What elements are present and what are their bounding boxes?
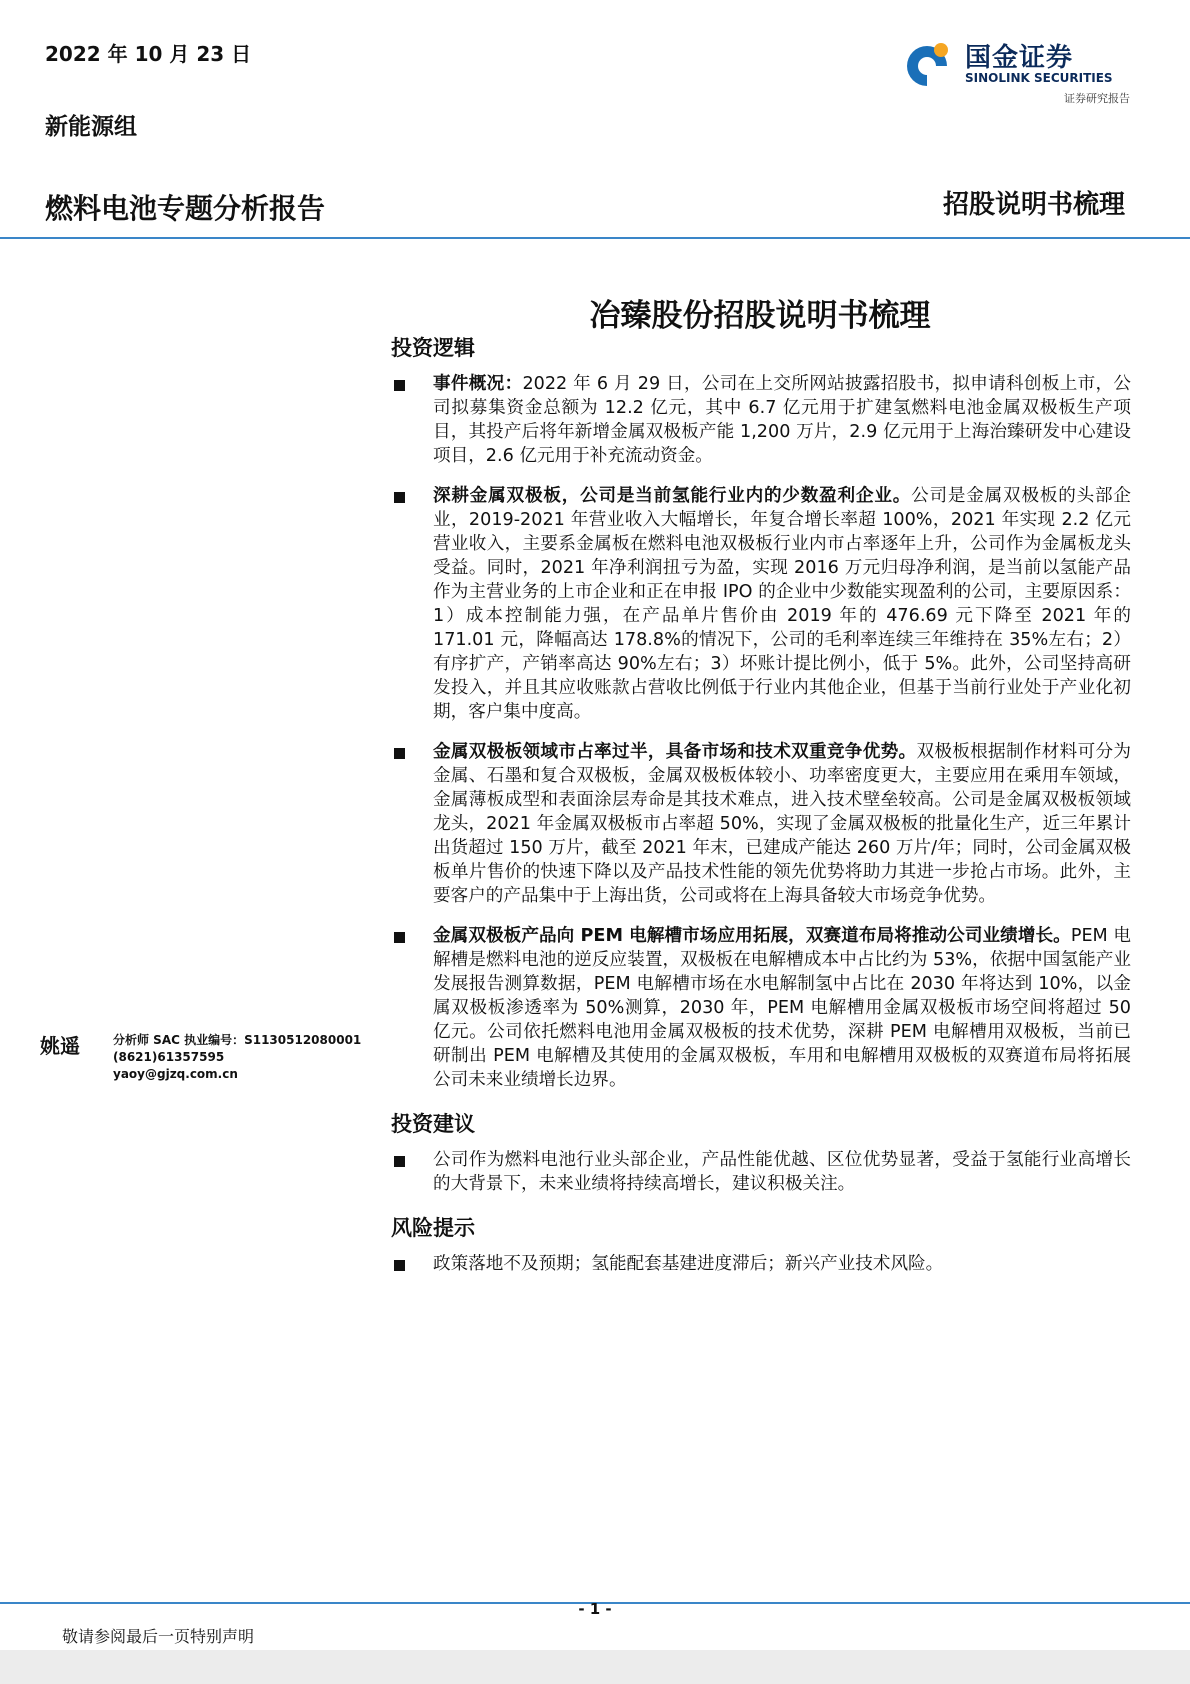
analyst-details — [113, 1032, 361, 1083]
analyst-phone: (8621)61357595 — [113, 1050, 225, 1064]
section-heading-advice: 投资建议 — [391, 1111, 475, 1136]
bullet-lead: 金属双极板产品向 PEM 电解槽市场应用拓展，双赛道布局将推动公司业绩增长。 — [433, 926, 1071, 946]
logo-english-name: SINOLINK SECURITIES — [965, 71, 1113, 85]
bullet-text: 公司作为燃料电池行业头部企业，产品性能优越、区位优势显著，受益于氢能行业高增长的大背景下，未来业绩将持续高增长，建议积极关注。 — [433, 1150, 1131, 1194]
report-subtitle: 招股说明书梳理 — [942, 190, 1125, 220]
header-divider — [0, 237, 1190, 239]
bullet-text: 政策落地不及预期；氢能配套基建进度滞后；新兴产业技术风险。 — [433, 1254, 944, 1274]
risk-bullet-list — [391, 1252, 1131, 1276]
page-number: - 1 - — [578, 1600, 612, 1618]
logic-bullet — [391, 372, 1131, 468]
document-title: 冶臻股份招股说明书梳理 — [589, 298, 931, 334]
logic-bullet — [391, 924, 1131, 1092]
bullet-square-icon — [394, 1156, 405, 1167]
bullet-square-icon — [394, 492, 405, 503]
research-group: 新能源组 — [45, 113, 137, 140]
bullet-square-icon — [394, 748, 405, 759]
analyst-name: 姚遥 — [40, 1034, 80, 1058]
disclaimer-note: 敬请参阅最后一页特别声明 — [62, 1627, 255, 1646]
bullet-text: 双极板根据制作材料可分为金属、石墨和复合双极板，金属双极板体较小、功率密度更大，主要应用在乘用车领域，金属薄板成型和表面涂层寿命是其技术难点，进入技术壁垒较高。公司是金属双极板领域龙头，2021 年金属双极板市占率超 50%，实现了金属双极板的批量化生产，近三年累计出货超过 150 万片，截至 2021 年末，已建成产能达 260 万片/年；同时，公司金属双极板单片售价的快速下降以及产品技术性能的领先优势将助力其进一步抢占市场。此外，主要客户的产品集中于上海出货，公司或将在上海具备较大市场竞争优势。 — [433, 742, 1131, 906]
bullet-text: PEM 电解槽是燃料电池的逆反应装置，双极板在电解槽成本中占比约为 53%，依据中国氢能产业发展报告测算数据，PEM 电解槽市场在水电解制氢中占比在 2030 年将达到 10%，以金属双极板渗透率为 50%测算，2030 年，PEM 电解槽用金属双极板市场空间将超过 50 亿元。公司依托燃料电池用金属双极板的技术优势，深耕 PEM 电解槽用双极板，当前已研制出 PEM 电解槽及其使用的金属双极板，车用和电解槽用双极板的双赛道布局将拓展公司未来业绩增长边界。 — [433, 926, 1131, 1090]
footer-band — [0, 1650, 1190, 1684]
bullet-text: 公司是金属双极板的头部企业，2019-2021 年营业收入大幅增长，年复合增长率超 100%，2021 年实现 2.2 亿元营业收入，主要系金属板在燃料电池双极板行业内市占率逐年上升，公司作为金属板龙头受益。同时，2021 年净利润扭亏为盈，实现 2016 万元归母净利润，是当前以氢能产品作为主营业务的上市企业和正在申报 IPO 的企业中少数能实现盈利的公司，主要原因系：1）成本控制能力强，在产品单片售价由 2019 年的 476.69 元下降至 2021 年的 171.01 元，降幅高达 178.8%的情况下，公司的毛利率连续三年维持在 35%左右；2）有序扩产，产销率高达 90%左右；3）坏账计提比例小，低于 5%。此外，公司坚持高研发投入，并且其应收账款占营收比例低于行业内其他企业，但基于当前行业处于产业化初期，客户集中度高。 — [433, 486, 1131, 722]
bullet-text: 2022 年 6 月 29 日，公司在上交所网站披露招股书，拟申请科创板上市，公司拟募集资金总额为 12.2 亿元，其中 6.7 亿元用于扩建氢燃料电池金属双极板生产项目，其投产后将年新增金属双极板产能 1,200 万片，2.9 亿元用于上海治臻研发中心建设项目，2.6 亿元用于补充流动资金。 — [433, 374, 1131, 466]
logic-bullet — [391, 740, 1131, 908]
logic-bullet — [391, 484, 1131, 724]
analyst-email[interactable]: yaoy@gjzq.com.cn — [113, 1067, 238, 1081]
risk-bullet — [391, 1252, 1131, 1276]
report-type: 燃料电池专题分析报告 — [45, 192, 326, 225]
bullet-lead: 事件概况： — [433, 374, 523, 394]
bullet-square-icon — [394, 380, 405, 391]
logo-mark-icon — [905, 40, 953, 88]
bullet-lead: 金属双极板领域市占率过半，具备市场和技术双重竞争优势。 — [433, 742, 917, 762]
logo-chinese-name: 国金证券 — [965, 43, 1074, 73]
section-heading-risk: 风险提示 — [391, 1215, 475, 1240]
main-content — [391, 332, 1131, 1292]
section-heading-logic: 投资逻辑 — [391, 335, 475, 360]
advice-bullet — [391, 1148, 1131, 1196]
bullet-square-icon — [394, 1260, 405, 1271]
bullet-square-icon — [394, 932, 405, 943]
logic-bullet-list — [391, 372, 1131, 1092]
analyst-sac: 分析师 SAC 执业编号：S1130512080001 — [113, 1033, 362, 1047]
bullet-lead: 深耕金属双极板，公司是当前氢能行业内的少数盈利企业。 — [433, 486, 912, 506]
advice-bullet-list — [391, 1148, 1131, 1196]
company-logo — [905, 37, 1133, 92]
report-date: 2022 年 10 月 23 日 — [45, 42, 252, 66]
logo-tagline: 证券研究报告 — [1064, 92, 1130, 105]
